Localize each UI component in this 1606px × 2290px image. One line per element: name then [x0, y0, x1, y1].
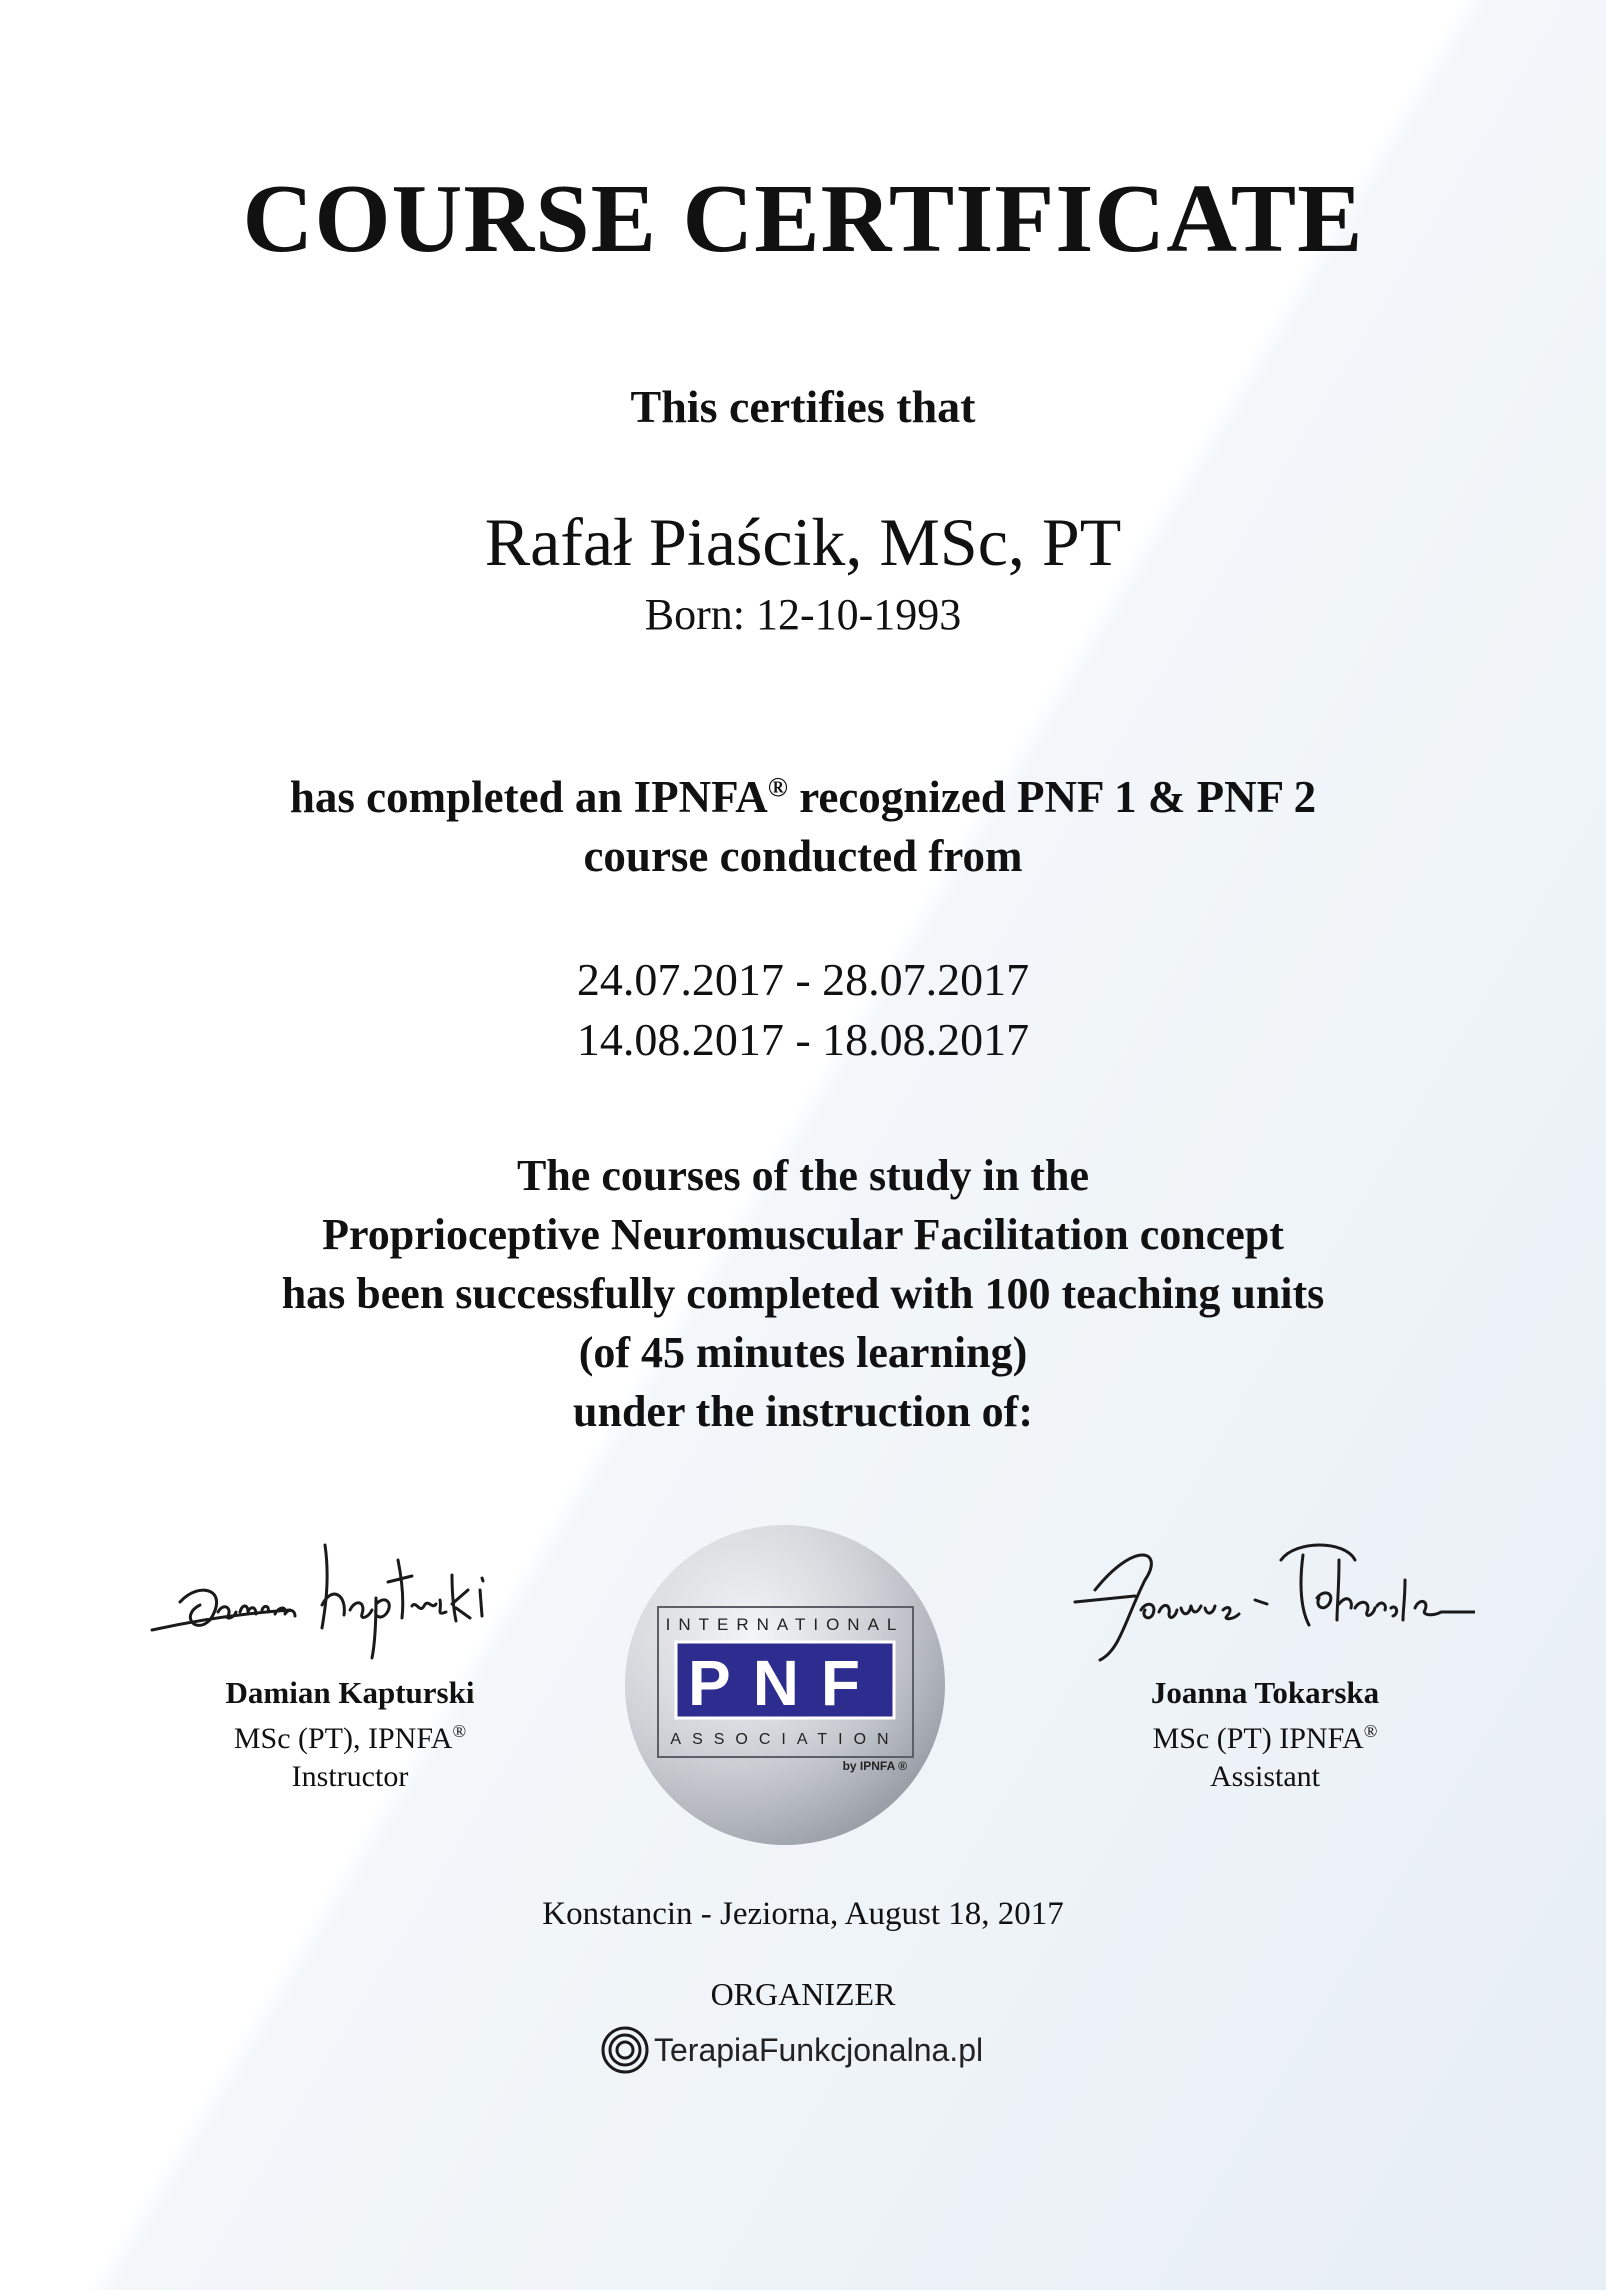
signature-block-instructor [140, 1520, 560, 1796]
organizer-name: TerapiaFunkcjonalna.pl [654, 2031, 984, 2068]
recipient-name: Rafał Piaścik, MSc, PT [484, 504, 1122, 580]
instructor-credentials: MSc (PT), IPNFA® [233, 1721, 467, 1755]
courses-line: under the instruction of: [573, 1387, 1033, 1436]
completion-line-2: course conducted from [583, 831, 1023, 881]
course-dates [0, 950, 1606, 1070]
courses-line: (of 45 minutes learning) [578, 1328, 1028, 1377]
courses-statement [0, 1146, 1606, 1441]
certificate-title: COURSE CERTIFICATE [242, 165, 1364, 273]
courses-line: has been successfully completed with 100 teaching units [281, 1269, 1325, 1318]
organizer-spiral-icon [600, 2025, 650, 2075]
place-and-date: Konstancin - Jeziorna, August 18, 2017 [542, 1896, 1064, 1932]
signature-drawing-instructor [140, 1520, 560, 1670]
completion-line-1: has completed an IPNFA® recognized PNF 1 & PNF 2 [289, 772, 1317, 822]
registered-mark: ® [1363, 1721, 1378, 1741]
instructor-role: Instructor [291, 1760, 409, 1793]
pnf-association-seal [622, 1522, 948, 1848]
assistant-credentials: MSc (PT) IPNFA® [1152, 1721, 1378, 1755]
courses-line: The courses of the study in the [516, 1151, 1090, 1200]
registered-mark: ® [767, 772, 788, 802]
signature-block-assistant [1055, 1520, 1475, 1796]
course-date-range: 24.07.2017 - 28.07.2017 [576, 954, 1030, 1005]
seal-top-text: INTERNATIONAL [665, 1615, 905, 1634]
seal-bottom-text: ASSOCIATION [670, 1731, 900, 1748]
registered-mark: ® [452, 1721, 467, 1741]
organizer-logo [600, 2020, 1020, 2080]
seal-by-text: by IPNFA ® [842, 1759, 907, 1773]
seal-main-text: PNF [688, 1647, 882, 1719]
completion-statement [0, 758, 1606, 886]
instructor-name: Damian Kapturski [225, 1675, 475, 1710]
assistant-name: Joanna Tokarska [1150, 1675, 1380, 1710]
organizer-label: ORGANIZER [710, 1976, 896, 2012]
recipient-birthdate: Born: 12-10-1993 [644, 590, 962, 639]
certifies-text: This certifies that [630, 381, 976, 432]
assistant-role: Assistant [1209, 1760, 1320, 1793]
signature-drawing-assistant [1055, 1520, 1475, 1670]
course-date-range: 14.08.2017 - 18.08.2017 [576, 1014, 1030, 1065]
courses-line: Proprioceptive Neuromuscular Facilitation concept [322, 1210, 1284, 1259]
